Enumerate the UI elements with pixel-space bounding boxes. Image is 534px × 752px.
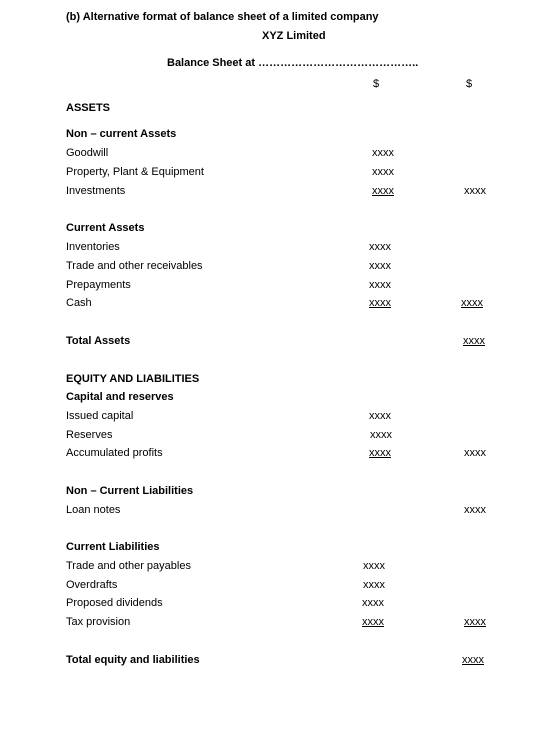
value-goodwill: xxxx <box>372 147 394 159</box>
equity-liabilities-heading: EQUITY AND LIABILITIES <box>66 373 200 385</box>
document-subtitle: (b) Alternative format of balance sheet of a limited company <box>66 11 379 23</box>
value-reserves: xxxx <box>370 429 392 441</box>
row-label-tax-provision: Tax provision <box>66 616 131 628</box>
row-label-reserves: Reserves <box>66 429 113 441</box>
assets-heading: ASSETS <box>66 102 111 114</box>
subtotal-noncurrent-assets: xxxx <box>464 185 486 197</box>
value-ppe: xxxx <box>372 166 394 178</box>
value-proposed-dividends: xxxx <box>362 597 384 609</box>
value-investments: xxxx <box>372 185 394 197</box>
current-liabilities-heading: Current Liabilities <box>66 541 160 553</box>
row-label-trade-payables: Trade and other payables <box>66 560 191 572</box>
row-label-receivables: Trade and other receivables <box>66 260 203 272</box>
subtotal-current-liabilities: xxxx <box>464 616 486 628</box>
row-label-inventories: Inventories <box>66 241 120 253</box>
value-cash: xxxx <box>369 297 391 309</box>
value-receivables: xxxx <box>369 260 391 272</box>
value-accumulated-profits: xxxx <box>369 447 391 459</box>
row-label-goodwill: Goodwill <box>66 147 109 159</box>
total-assets-label: Total Assets <box>66 335 131 347</box>
subtotal-current-assets: xxxx <box>461 297 483 309</box>
currency-header-col2: $ <box>466 78 473 90</box>
noncurrent-liabilities-heading: Non – Current Liabilities <box>66 485 194 497</box>
company-name: XYZ Limited <box>262 30 326 42</box>
subtotal-capital-reserves: xxxx <box>464 447 486 459</box>
row-label-ppe: Property, Plant & Equipment <box>66 166 204 178</box>
row-label-overdrafts: Overdrafts <box>66 579 118 591</box>
total-assets-value: xxxx <box>463 335 485 347</box>
row-label-investments: Investments <box>66 185 126 197</box>
currency-header-col1: $ <box>373 78 380 90</box>
value-prepayments: xxxx <box>369 279 391 291</box>
value-issued-capital: xxxx <box>369 410 391 422</box>
statement-title: Balance Sheet at …………………………………….. <box>167 57 419 69</box>
row-label-prepayments: Prepayments <box>66 279 131 291</box>
total-equity-liabilities-label: Total equity and liabilities <box>66 654 200 666</box>
row-label-loan-notes: Loan notes <box>66 504 121 516</box>
value-loan-notes: xxxx <box>464 504 486 516</box>
value-trade-payables: xxxx <box>363 560 385 572</box>
total-equity-liabilities-value: xxxx <box>462 654 484 666</box>
row-label-proposed-dividends: Proposed dividends <box>66 597 163 609</box>
row-label-issued-capital: Issued capital <box>66 410 134 422</box>
row-label-accumulated-profits: Accumulated profits <box>66 447 163 459</box>
noncurrent-assets-heading: Non – current Assets <box>66 128 177 140</box>
value-tax-provision: xxxx <box>362 616 384 628</box>
capital-reserves-heading: Capital and reserves <box>66 391 174 403</box>
current-assets-heading: Current Assets <box>66 222 145 234</box>
value-inventories: xxxx <box>369 241 391 253</box>
row-label-cash: Cash <box>66 297 92 309</box>
value-overdrafts: xxxx <box>363 579 385 591</box>
